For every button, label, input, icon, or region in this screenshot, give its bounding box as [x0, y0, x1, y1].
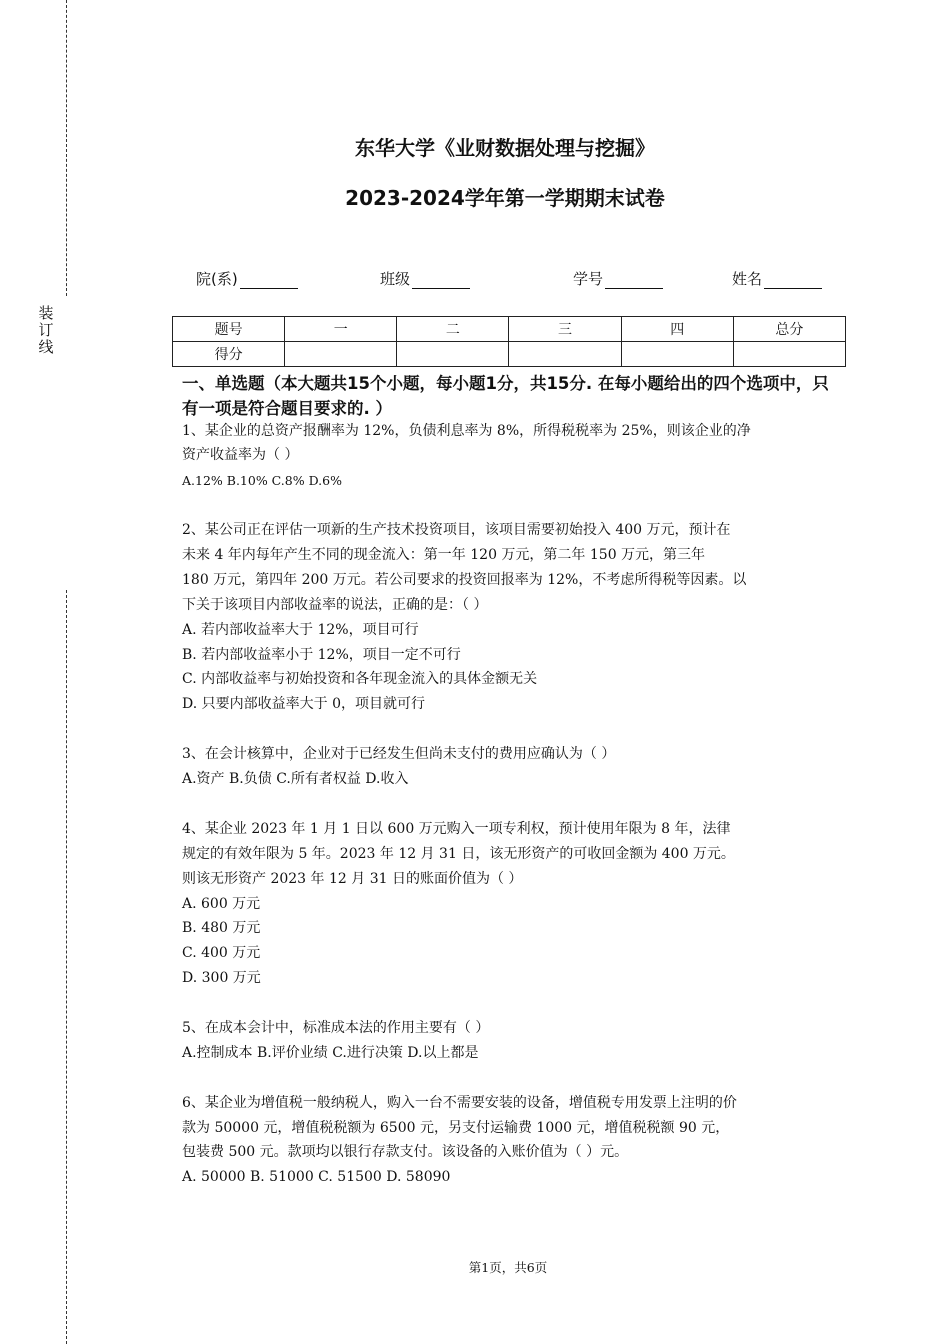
- score-table: [172, 316, 846, 367]
- score-cell[interactable]: [397, 342, 509, 367]
- question-2-option: A. 若内部收益率大于 12%，项目可行: [182, 622, 419, 638]
- score-cell[interactable]: [733, 342, 845, 367]
- info-blank[interactable]: [412, 272, 470, 289]
- question-4-option: D. 300 万元: [182, 970, 261, 986]
- info-blank[interactable]: [240, 272, 298, 289]
- table-cell: 得分: [173, 342, 285, 367]
- question-2-option: B. 若内部收益率小于 12%，项目一定不可行: [182, 647, 461, 663]
- binding-char: 线: [38, 338, 54, 356]
- info-label: 学号: [573, 270, 604, 288]
- score-cell[interactable]: [621, 342, 733, 367]
- question-6-line: 包装费 500 元。款项均以银行存款支付。该设备的入账价值为（ ）元。: [182, 1144, 629, 1160]
- table-cell: 二: [397, 317, 509, 342]
- table-cell: 一: [285, 317, 397, 342]
- info-label: 班级: [380, 270, 411, 288]
- question-1-line: 1、某企业的总资产报酬率为 12%，负债利息率为 8%，所得税税率为 25%，则该企业的净: [182, 423, 751, 439]
- binding-dashed-line-bottom: [66, 590, 67, 1344]
- question-6-line: 6、某企业为增值税一般纳税人，购入一台不需要安装的设备，增值税专用发票上注明的价: [182, 1095, 737, 1111]
- question-4-option: C. 400 万元: [182, 945, 261, 961]
- question-3-line: 3、在会计核算中，企业对于已经发生但尚未支付的费用应确认为（ ）: [182, 746, 616, 762]
- table-cell: 四: [621, 317, 733, 342]
- student-info-row: [0, 268, 950, 292]
- info-label: 姓名: [732, 270, 763, 288]
- question-5-options: A.控制成本 B.评价业绩 C.进行决策 D.以上都是: [182, 1045, 479, 1061]
- score-cell[interactable]: [285, 342, 397, 367]
- question-4-line: 规定的有效年限为 5 年。2023 年 12 月 31 日，该无形资产的可收回金额为 400 万元。: [182, 846, 735, 862]
- exam-title: 东华大学《业财数据处理与挖掘》: [355, 136, 655, 160]
- info-field-student-id: [573, 268, 663, 289]
- section-heading: 一、单选题（本大题共15个小题，每小题1分，共15分. 在每小题给出的四个选项中，只有一项是符合题目要求的. ）: [182, 374, 829, 418]
- binding-label: [37, 305, 55, 356]
- question-4-option: B. 480 万元: [182, 920, 261, 936]
- info-label: 院(系): [196, 270, 238, 288]
- question-6-line: 款为 50000 元，增值税税额为 6500 元，另支付运输费 1000 元，增值税税额 90 元，: [182, 1120, 730, 1136]
- exam-subtitle: 2023-2024学年第一学期期末试卷: [345, 186, 665, 210]
- question-4-line: 则该无形资产 2023 年 12 月 31 日的账面价值为（ ）: [182, 871, 523, 887]
- info-field-name: [732, 268, 822, 289]
- info-field-class: [380, 268, 470, 289]
- score-table-score-row: [173, 342, 846, 367]
- score-table-header-row: [173, 317, 846, 342]
- table-cell: 总分: [733, 317, 845, 342]
- info-blank[interactable]: [605, 272, 663, 289]
- info-field-department: [196, 268, 298, 289]
- question-3-options: A.资产 B.负债 C.所有者权益 D.收入: [182, 771, 409, 787]
- question-2-line: 下关于该项目内部收益率的说法，正确的是：（ ）: [182, 597, 488, 613]
- info-blank[interactable]: [764, 272, 822, 289]
- question-2-line: 2、某公司正在评估一项新的生产技术投资项目，该项目需要初始投入 400 万元，预计在: [182, 522, 731, 538]
- table-cell: 三: [509, 317, 621, 342]
- question-6-options: A. 50000 B. 51000 C. 51500 D. 58090: [182, 1169, 451, 1185]
- question-1-line: 资产收益率为（ ）: [182, 447, 299, 463]
- question-4-line: 4、某企业 2023 年 1 月 1 日以 600 万元购入一项专利权，预计使用年限为 8 年，法律: [182, 821, 731, 837]
- binding-char: 订: [38, 321, 54, 339]
- page-number: 第1页，共6页: [468, 1260, 548, 1275]
- question-2-line: 180 万元，第四年 200 万元。若公司要求的投资回报率为 12%，不考虑所得税等因素。以: [182, 572, 747, 588]
- question-4-option: A. 600 万元: [182, 896, 261, 912]
- question-2-option: C. 内部收益率与初始投资和各年现金流入的具体金额无关: [182, 671, 538, 687]
- question-5-line: 5、在成本会计中，标准成本法的作用主要有（ ）: [182, 1020, 490, 1036]
- question-1-options: A.12% B.10% C.8% D.6%: [182, 473, 342, 488]
- question-2-line: 未来 4 年内每年产生不同的现金流入：第一年 120 万元，第二年 150 万元，第三年: [182, 547, 706, 563]
- table-cell: 题号: [173, 317, 285, 342]
- binding-char: 装: [38, 304, 54, 322]
- score-cell[interactable]: [509, 342, 621, 367]
- question-2-option: D. 只要内部收益率大于 0，项目就可行: [182, 696, 425, 712]
